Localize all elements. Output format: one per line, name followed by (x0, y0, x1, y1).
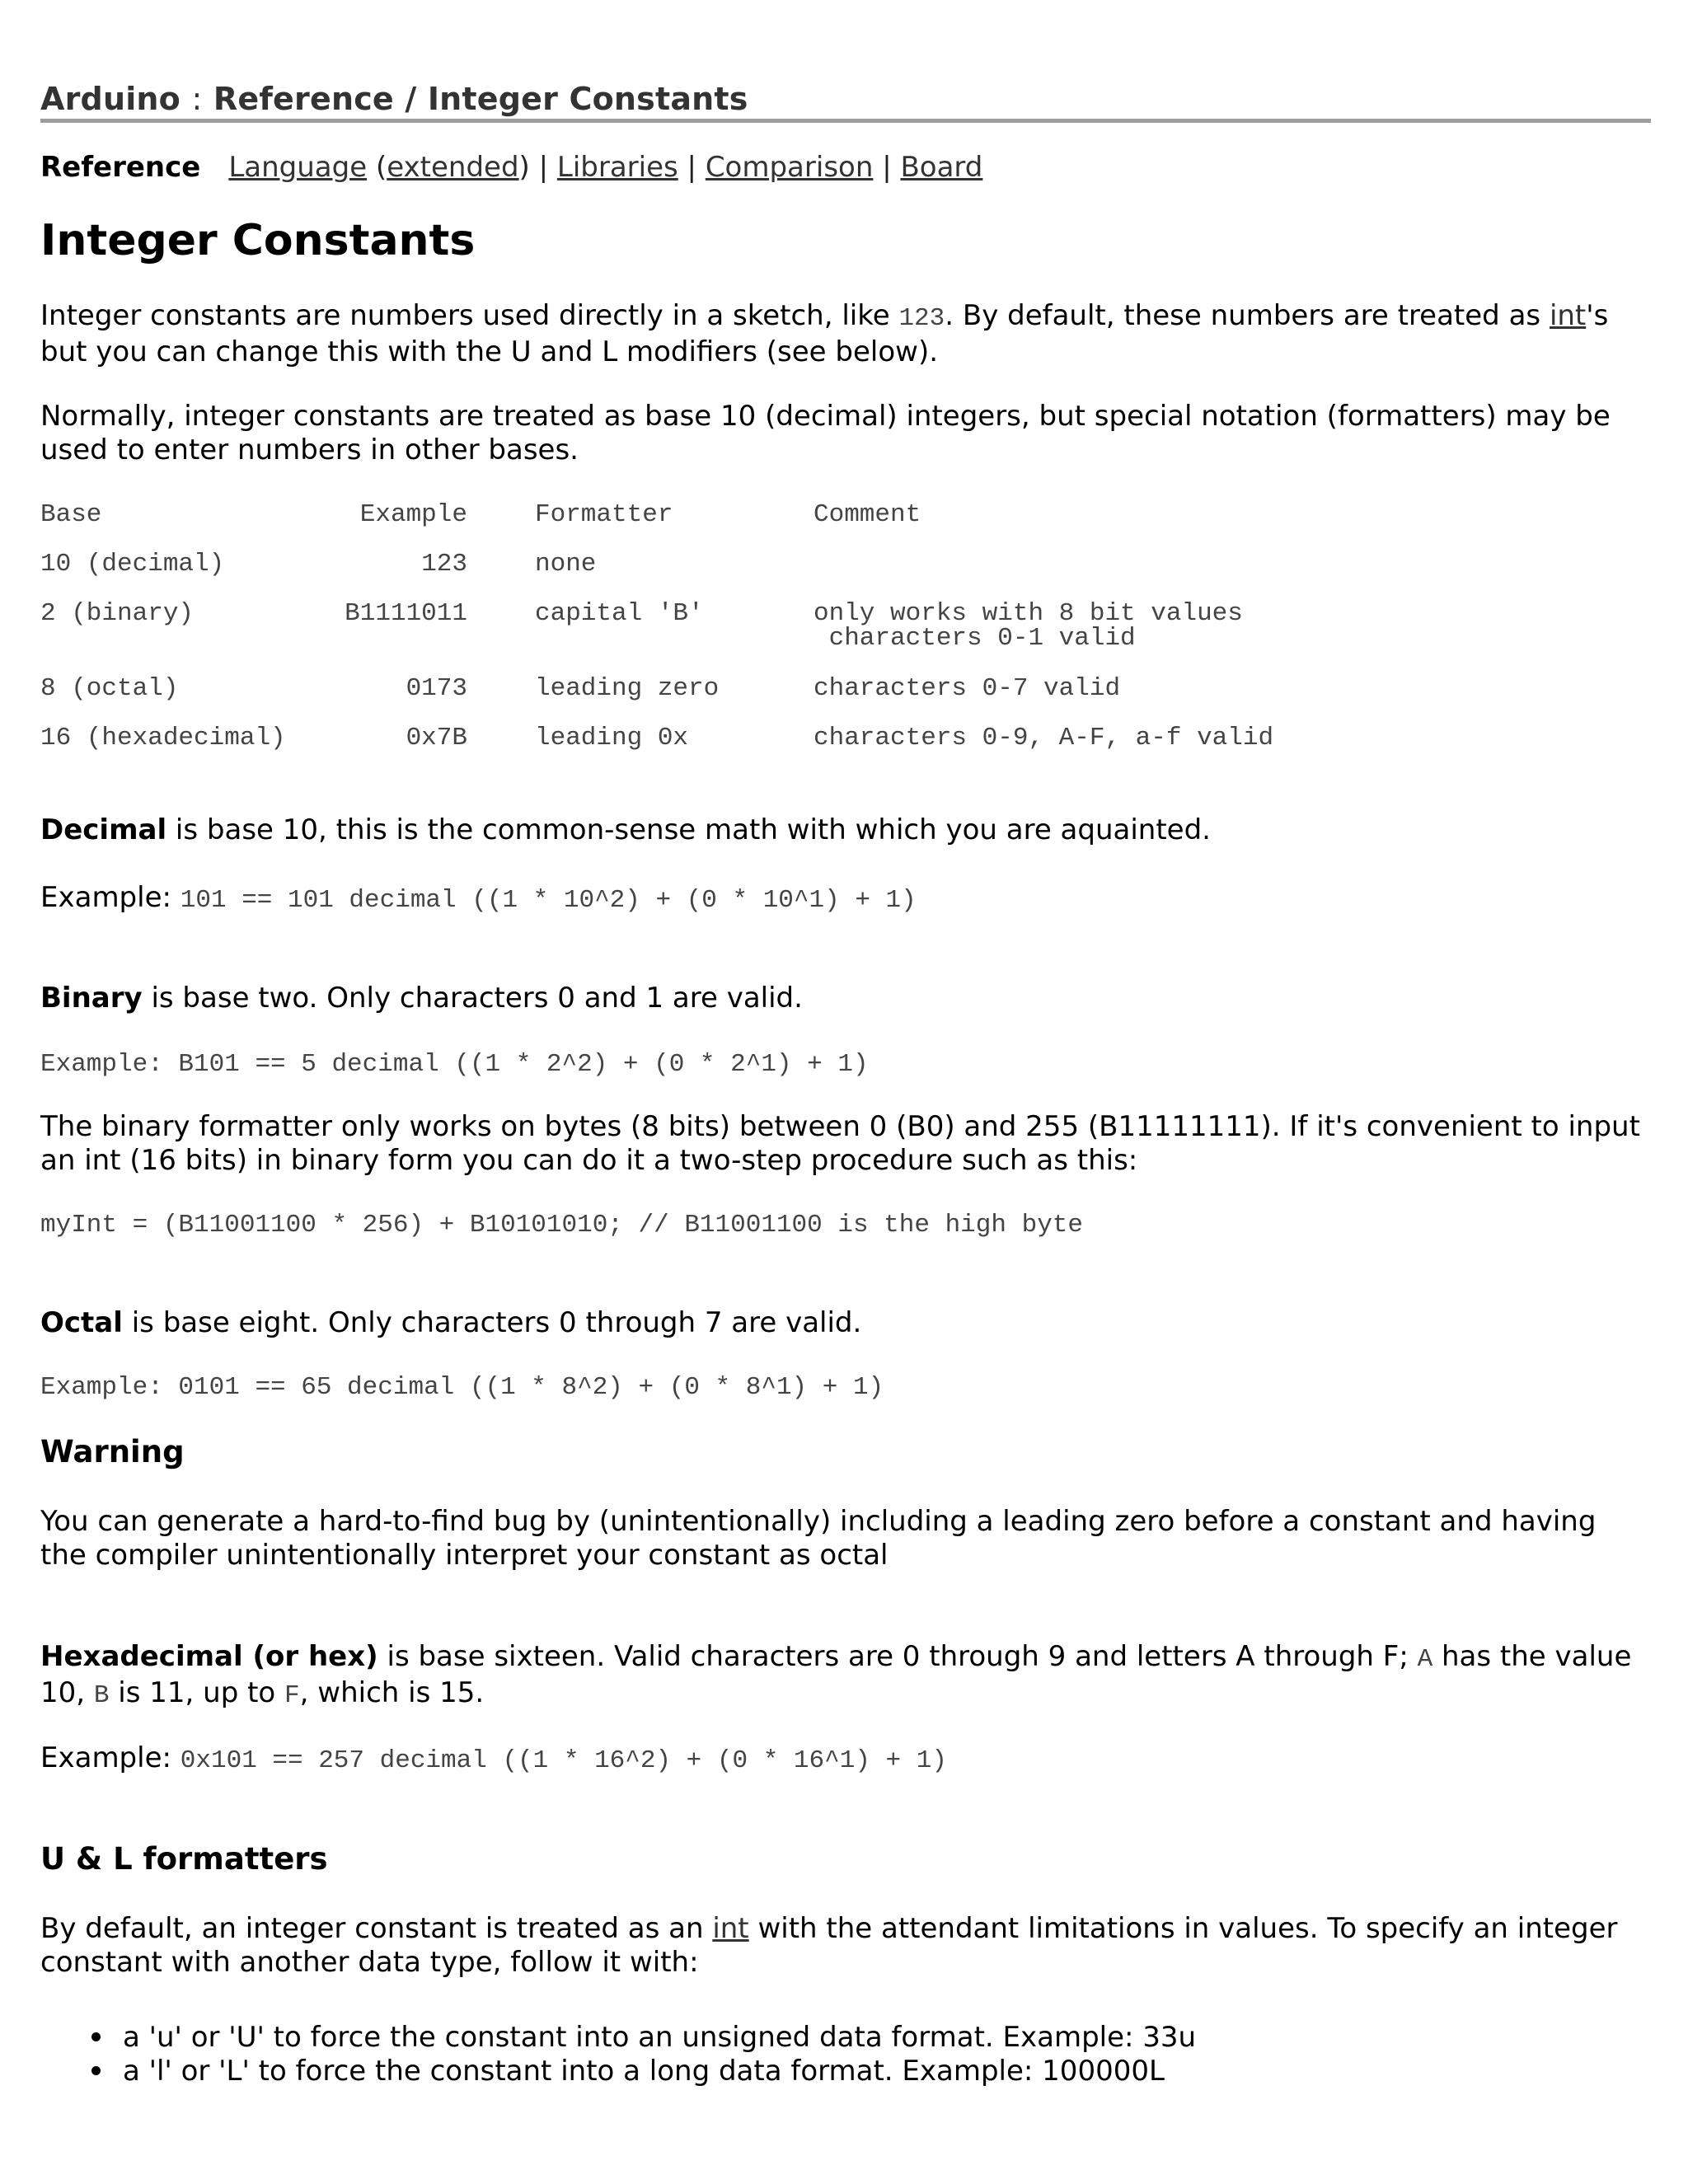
column-header: Comment (814, 500, 921, 529)
intro-text: Integer constants are numbers used directly in a sketch, like (40, 299, 899, 332)
intro-text: 's but you can change this with the U and L modifiers (see below). (40, 299, 1609, 368)
octal-paragraph (40, 1306, 1651, 1340)
decimal-term: Decimal (40, 813, 167, 846)
table-cell-base: 16 (hexadecimal) (40, 724, 286, 752)
octal-example: Example: 0101 == 65 decimal ((1 * 8^2) + (0 * 8^1) + 1) (40, 1373, 884, 1402)
table-cell-base: 2 (binary) (40, 599, 195, 628)
formatter-list (40, 2021, 1196, 2088)
int-link[interactable]: int (712, 1912, 749, 1945)
bullet-icon (91, 2032, 101, 2041)
warning-heading: Warning (40, 1434, 185, 1469)
decimal-text: is base 10, this is the common-sense math with which you are aquainted. (166, 813, 1211, 846)
table-cell-comment-line2: characters 0-1 valid (814, 624, 1136, 653)
inline-code: F (284, 1681, 300, 1710)
hex-term: Hexadecimal (or hex) (40, 1640, 378, 1673)
table-cell-comment: characters 0-9, A-F, a-f valid (814, 724, 1274, 752)
octal-term: Octal (40, 1306, 123, 1339)
table-cell-comment: only works with 8 bit values (814, 599, 1243, 628)
example-code: 101 == 101 decimal ((1 * 10^2) + (0 * 10^1) + 1) (180, 886, 917, 915)
decimal-paragraph (40, 813, 1651, 847)
ul-text: with the attendant limitations in values. To specify an integer constant with another data type, follow it with: (40, 1912, 1618, 1979)
inline-code: B (93, 1681, 110, 1710)
table-cell-example: 123 (421, 550, 467, 579)
intro-paragraph-1 (40, 299, 1651, 369)
octal-text: is base eight. Only characters 0 through 7 are valid. (122, 1306, 862, 1339)
nav-link-libraries[interactable]: Libraries (556, 151, 678, 184)
binary-paragraph (40, 982, 1651, 1015)
list-item-text: a 'u' or 'U' to force the constant into an unsigned data format. Example: 33u (123, 2021, 1197, 2054)
table-cell-formatter: leading zero (535, 674, 720, 703)
binary-text: is base two. Only characters 0 and 1 are valid. (142, 982, 803, 1015)
list-item (123, 2021, 1196, 2055)
inline-code: 123 (898, 304, 945, 333)
table-cell-base: 10 (decimal) (40, 550, 225, 579)
reference-nav: Reference Language (extended) | Libraries | Comparison | Board (40, 151, 983, 184)
site-name: Arduino (40, 81, 181, 117)
hex-text: has the value 10, (40, 1640, 1632, 1709)
page-header (40, 81, 748, 117)
table-cell-example: 0173 (406, 674, 467, 703)
table-cell-formatter: none (535, 550, 597, 579)
ul-text: By default, an integer constant is treated as an (40, 1912, 713, 1945)
table-cell-example: B1111011 (345, 599, 467, 628)
table-cell-base: 8 (octal) (40, 674, 179, 703)
table-cell-comment: characters 0-7 valid (814, 674, 1121, 703)
hex-paragraph (40, 1640, 1651, 1713)
header-divider (40, 119, 1651, 123)
header-separator: : (191, 81, 203, 117)
column-header: Formatter (535, 500, 673, 529)
header-path: Reference / Integer Constants (213, 81, 748, 117)
nav-link-board[interactable]: Board (900, 151, 983, 184)
hex-text: , which is 15. (299, 1676, 485, 1709)
nav-link-extended[interactable]: extended (387, 151, 519, 184)
table-cell-formatter: leading 0x (535, 724, 689, 752)
binary-term: Binary (40, 982, 143, 1015)
page-title: Integer Constants (40, 216, 476, 265)
list-item-text: a 'l' or 'L' to force the constant into a long data format. Example: 100000L (123, 2055, 1165, 2088)
int-link[interactable]: int (1549, 299, 1587, 332)
example-code: 0x101 == 257 decimal ((1 * 16^2) + (0 * 16^1) + 1) (180, 1746, 947, 1775)
example-label: Example: (40, 881, 181, 914)
bullet-icon (91, 2066, 101, 2075)
example-label: Example: (40, 1741, 181, 1774)
decimal-example (40, 881, 1651, 917)
binary-code-sample: myInt = (B11001100 * 256) + B10101010; // B11001100 is the high byte (40, 1211, 1084, 1240)
warning-text: You can generate a hard-to-find bug by (unintentionally) including a leading zero before a constant and having the compiler unintentionally interpret your constant as octal (40, 1505, 1597, 1572)
column-header: Example (359, 500, 467, 529)
table-cell-formatter: capital 'B' (535, 599, 704, 628)
nav-link-comparison[interactable]: Comparison (705, 151, 874, 184)
nav-label: Reference (40, 151, 201, 184)
ul-formatters-heading: U & L formatters (40, 1841, 328, 1877)
intro-paragraph-2: Normally, integer constants are treated as base 10 (decimal) integers, but special notation (formatters) may be used to enter numbers in other bases. (40, 400, 1611, 466)
nav-link-language[interactable]: Language (228, 151, 368, 184)
intro-text: . By default, these numbers are treated as (945, 299, 1550, 332)
hex-text: is 11, up to (109, 1676, 285, 1709)
inline-code: A (1417, 1645, 1433, 1674)
column-header: Base (40, 500, 102, 529)
table-cell-example: 0x7B (406, 724, 467, 752)
binary-note: The binary formatter only works on bytes (8 bits) between 0 (B0) and 255 (B11111111). If it's convenient to input an int (16 bits) in binary form you can do it a two-step procedure such as this: (40, 1110, 1640, 1177)
list-item (123, 2055, 1196, 2088)
hex-example (40, 1741, 1651, 1778)
hex-text: is base sixteen. Valid characters are 0 through 9 and letters A through F; (377, 1640, 1418, 1673)
binary-example: Example: B101 == 5 decimal ((1 * 2^2) + (0 * 2^1) + 1) (40, 1050, 869, 1079)
ul-paragraph (40, 1912, 1651, 1980)
